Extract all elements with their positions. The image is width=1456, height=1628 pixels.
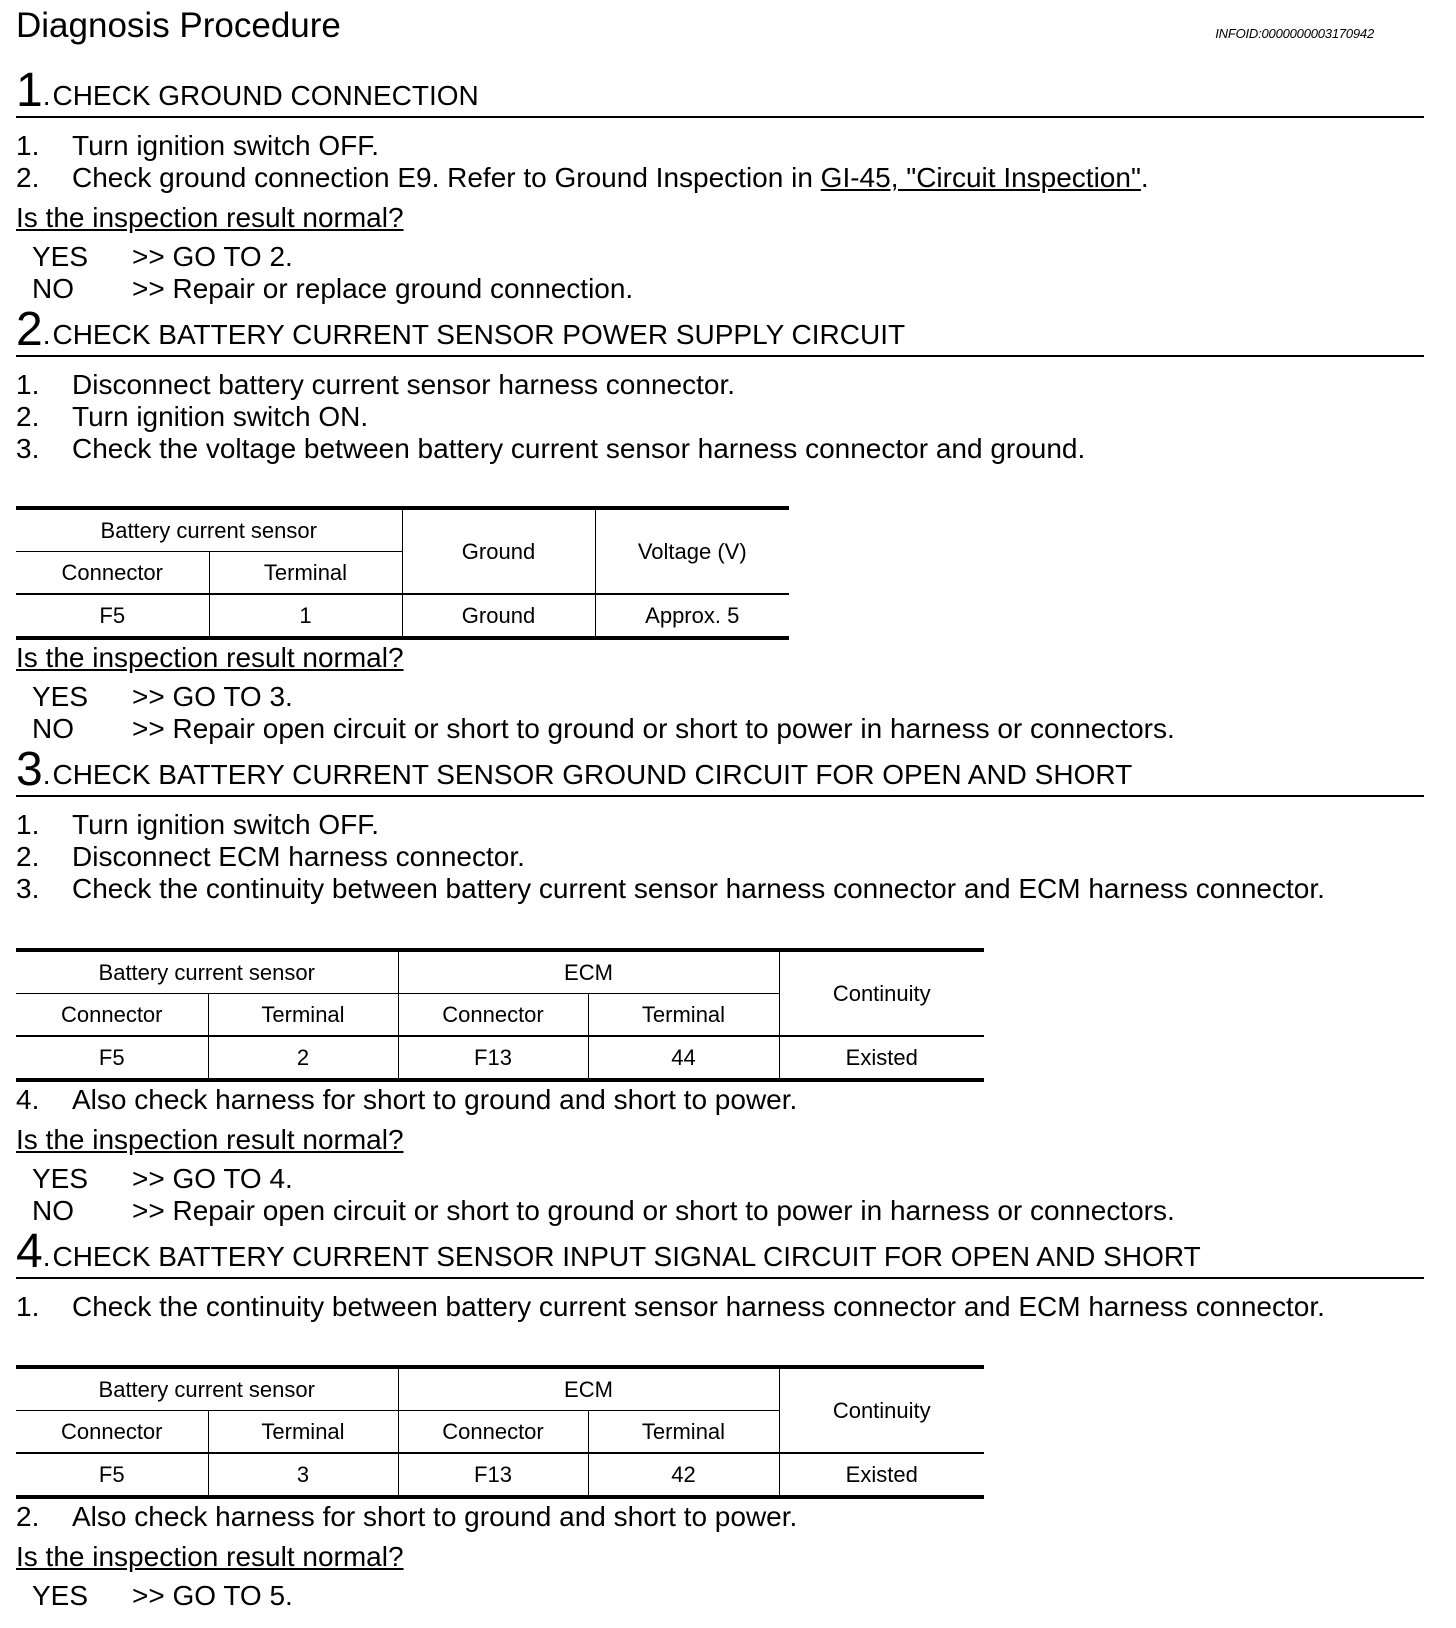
step-2-number: 2: [16, 303, 43, 356]
circuit-inspection-link[interactable]: GI-45, "Circuit Inspection": [820, 162, 1141, 193]
table-cell-terminal: 44: [588, 1036, 779, 1080]
voltage-table: [16, 506, 789, 640]
step-2-item-2: 2. Turn ignition switch ON.: [16, 401, 369, 432]
step-2-no: NO >> Repair open circuit or short to ground or short to power in harness or connectors.: [32, 713, 1175, 744]
step-4-header: [16, 1227, 1424, 1279]
info-id: INFOID:0000000003170942: [1215, 26, 1374, 41]
table-cell-continuity: Existed: [779, 1453, 984, 1497]
step-2-item-3: 3. Check the voltage between battery current sensor harness connector and ground.: [16, 433, 1086, 464]
step-3-dot: .: [42, 759, 51, 790]
table-cell-connector: F5: [16, 1036, 208, 1080]
table-group-header: Battery current sensor: [16, 508, 402, 552]
step-3-yes: YES >> GO TO 4.: [32, 1163, 293, 1194]
step-2-dot: .: [42, 319, 51, 350]
step-1-item-1: 1. Turn ignition switch OFF.: [16, 130, 380, 161]
table-cell-terminal: 2: [208, 1036, 398, 1080]
step-3-item-1: 1. Turn ignition switch OFF.: [16, 809, 380, 840]
table-header-terminal: Terminal: [588, 994, 779, 1037]
step-4-item-1: 1. Check the continuity between battery current sensor harness connector and ECM harness connector.: [16, 1291, 1325, 1322]
table-cell-connector: F13: [398, 1453, 588, 1497]
step-1-no: NO >> Repair or replace ground connection.: [32, 273, 634, 304]
table-header-terminal: Terminal: [209, 552, 402, 595]
table-header-connector: Connector: [16, 1411, 208, 1454]
table-group-header-ecm: ECM: [398, 1367, 779, 1411]
continuity-table-signal: [16, 1365, 984, 1499]
table-cell-terminal: 3: [208, 1453, 398, 1497]
table-group-header-sensor: Battery current sensor: [16, 950, 398, 994]
table-cell-terminal: 1: [209, 594, 402, 638]
page-title: Diagnosis Procedure: [16, 6, 341, 45]
step-3-item-4: 4. Also check harness for short to ground and short to power.: [16, 1084, 798, 1115]
step-1-header: [16, 66, 1424, 118]
step-1-number: 1: [16, 64, 43, 117]
table-row: [16, 594, 789, 638]
step-1-heading: CHECK GROUND CONNECTION: [52, 80, 479, 111]
table-cell-connector: F5: [16, 594, 209, 638]
table-header-continuity: Continuity: [779, 950, 984, 1036]
step-2-question[interactable]: Is the inspection result normal?: [16, 642, 404, 673]
step-1-question[interactable]: Is the inspection result normal?: [16, 202, 404, 233]
step-1-dot: .: [42, 80, 51, 111]
table-header-terminal: Terminal: [208, 1411, 398, 1454]
table-cell-terminal: 42: [588, 1453, 779, 1497]
table-header-connector: Connector: [16, 552, 209, 595]
step-3-number: 3: [16, 743, 43, 796]
table-group-header-sensor: Battery current sensor: [16, 1367, 398, 1411]
step-3-no: NO >> Repair open circuit or short to ground or short to power in harness or connectors.: [32, 1195, 1175, 1226]
table-cell-ground: Ground: [402, 594, 595, 638]
step-4-question[interactable]: Is the inspection result normal?: [16, 1541, 404, 1572]
step-4-item-2: 2. Also check harness for short to ground and short to power.: [16, 1501, 798, 1532]
step-2-yes: YES >> GO TO 3.: [32, 681, 293, 712]
step-3-item-3: 3. Check the continuity between battery current sensor harness connector and ECM harness connector.: [16, 873, 1325, 904]
table-cell-connector: F13: [398, 1036, 588, 1080]
step-4-heading: CHECK BATTERY CURRENT SENSOR INPUT SIGNAL CIRCUIT FOR OPEN AND SHORT: [52, 1241, 1201, 1272]
table-row: [16, 1036, 984, 1080]
step-2-heading: CHECK BATTERY CURRENT SENSOR POWER SUPPLY CIRCUIT: [52, 319, 906, 350]
step-3-heading: CHECK BATTERY CURRENT SENSOR GROUND CIRCUIT FOR OPEN AND SHORT: [52, 759, 1133, 790]
table-header-terminal: Terminal: [588, 1411, 779, 1454]
table-cell-continuity: Existed: [779, 1036, 984, 1080]
step-1-yes: YES >> GO TO 2.: [32, 241, 293, 272]
table-row: [16, 1453, 984, 1497]
table-cell-connector: F5: [16, 1453, 208, 1497]
table-header-continuity: Continuity: [779, 1367, 984, 1453]
table-header-terminal: Terminal: [208, 994, 398, 1037]
step-3-item-2: 2. Disconnect ECM harness connector.: [16, 841, 525, 872]
step-2-header: [16, 305, 1424, 357]
table-header-ground: Ground: [402, 508, 595, 594]
step-4-dot: .: [42, 1241, 51, 1272]
step-3-question[interactable]: Is the inspection result normal?: [16, 1124, 404, 1155]
table-group-header-ecm: ECM: [398, 950, 779, 994]
step-4-number: 4: [16, 1225, 43, 1278]
step-3-header: [16, 745, 1424, 797]
table-header-connector: Connector: [398, 1411, 588, 1454]
step-1-item-2: 2. Check ground connection E9. Refer to Ground Inspection in GI-45, "Circuit Inspection".: [16, 162, 1149, 193]
table-cell-voltage: Approx. 5: [595, 594, 789, 638]
step-4-yes: YES >> GO TO 5.: [32, 1580, 293, 1611]
table-header-voltage: Voltage (V): [595, 508, 789, 594]
continuity-table-ground: [16, 948, 984, 1082]
table-header-connector: Connector: [16, 994, 208, 1037]
table-header-connector: Connector: [398, 994, 588, 1037]
step-2-item-1: 1. Disconnect battery current sensor harness connector.: [16, 369, 736, 400]
